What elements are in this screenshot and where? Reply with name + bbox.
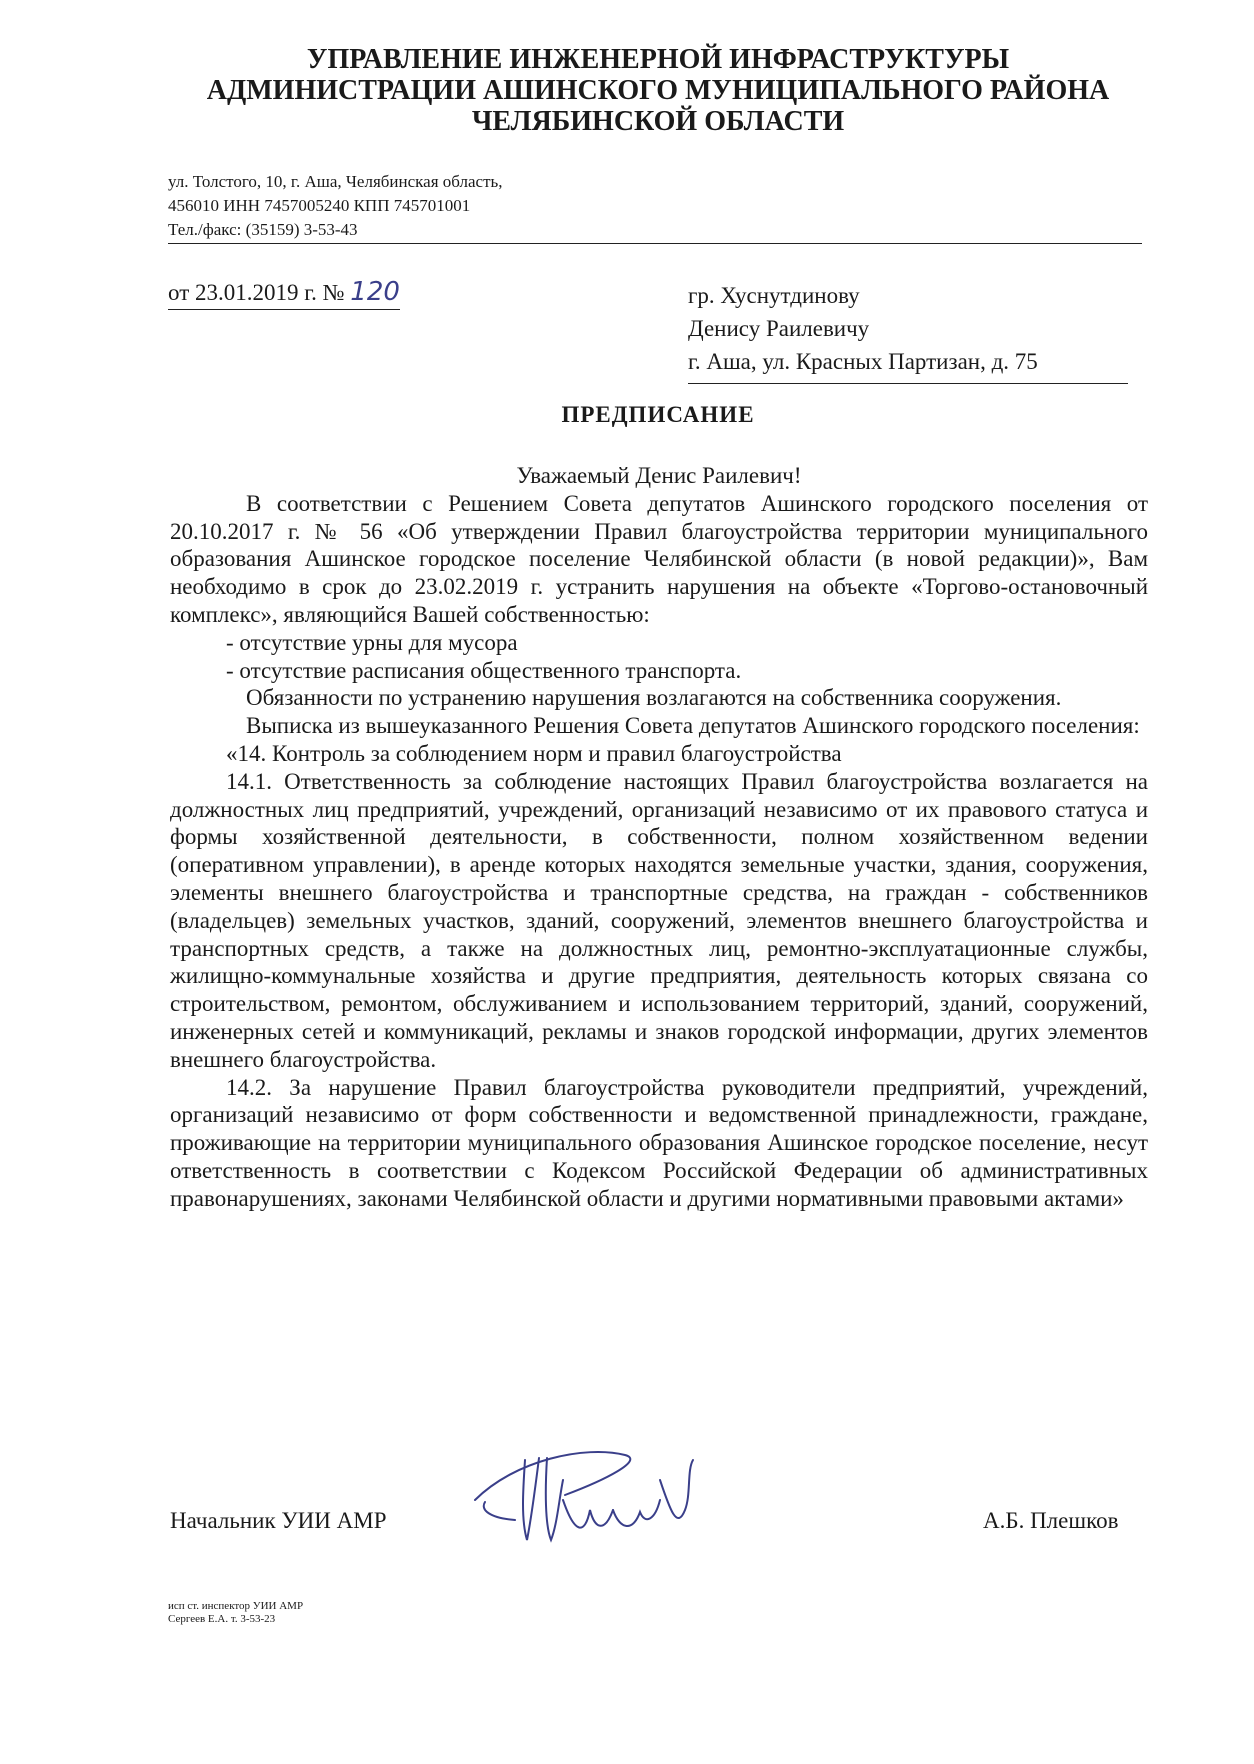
paragraph-14-2: 14.2. За нарушение Правил благоустройства руководители предприятий, учреждений, организаций независимо от форм собственности и ведомственной принадлежности, граждане, проживающие на территории муниципального образования Ашинское городское поселение, несут ответственность в соответствии с Кодексом Российской Федерации об административных правонарушениях, законами Челябинской области и другими нормативными правовыми актами» xyxy=(170,1074,1148,1211)
paragraph-main: В соответствии с Решением Совета депутатов Ашинского городского поселения от 20.10.2017 г. № 56 «Об утверждении Правил благоустройства территории муниципального образования Ашинское городское поселение Челябинской области (в новой редакции)», Вам необходимо в срок до 23.02.2019 г. устранить нарушения на объекте «Торгово-остановочный комплекс», являющийся Вашей собственностью: xyxy=(170,490,1148,627)
contact-phone: Тел./факс: (35159) 3-53-43 xyxy=(168,220,358,239)
document-title: ПРЕДПИСАНИЕ xyxy=(561,402,755,427)
header-line-1: УПРАВЛЕНИЕ ИНЖЕНЕРНОЙ ИНФРАСТРУКТУРЫ xyxy=(306,44,1010,75)
recipient-divider xyxy=(688,383,1128,384)
recipient-line-1: гр. Хуснутдинову xyxy=(688,283,860,308)
executor-note xyxy=(168,1600,303,1626)
document-date-number xyxy=(168,277,400,310)
header-line-3: ЧЕЛЯБИНСКОЙ ОБЛАСТИ xyxy=(471,106,845,137)
handwritten-signature xyxy=(455,1440,755,1550)
violation-item-2: - отсутствие расписания общественного транспорта. xyxy=(226,657,742,683)
header-divider xyxy=(168,243,1142,244)
contact-ids: 456010 ИНН 7457005240 КПП 745701001 xyxy=(168,196,471,215)
greeting: Уважаемый Денис Раилевич! xyxy=(516,463,802,488)
paragraph-14-1: 14.1. Ответственность за соблюдение настоящих Правил благоустройства возлагается на должностных лиц предприятий, учреждений, организаций независимо от их правового статуса и формы хозяйственной деятельности, в собственности, полном хозяйственном ведении (оперативном управлении), в аренде которых находятся земельные участки, здания, сооружения, элементы внешнего благоустройства и транспортные средства, на граждан - собственников (владельцев) земельных участков, зданий, сооружений, элементов внешнего благоустройства и транспортных средств, а также на должностных лиц, ремонтно-эксплуатационные службы, жилищно-коммунальные хозяйства и другие предприятия, деятельность которых связана со строительством, ремонтом, обслуживанием и использованием территорий, зданий, сооружений, инженерных сетей и коммуникаций, рекламы и знаков городской информации, других элементов внешнего благоустройства. xyxy=(170,768,1148,1072)
paragraph-section-14: «14. Контроль за соблюдением норм и правил благоустройства xyxy=(226,740,842,766)
document-date: от 23.01.2019 г. № xyxy=(168,280,345,305)
signatory-position: Начальник УИИ АМР xyxy=(170,1508,387,1533)
organization-contact xyxy=(168,170,503,242)
contact-address: ул. Толстого, 10, г. Аша, Челябинская область, xyxy=(168,172,503,191)
violation-item-1: - отсутствие урны для мусора xyxy=(226,629,518,655)
signatory-name: А.Б. Плешков xyxy=(983,1508,1119,1533)
paragraph-obligations: Обязанности по устранению нарушения возлагаются на собственника сооружения. xyxy=(246,685,1062,711)
executor-contact: Сергеев Е.А. т. 3-53-23 xyxy=(168,1613,276,1625)
document-number-handwritten: 120 xyxy=(350,277,400,307)
executor-position: исп ст. инспектор УИИ АМР xyxy=(168,1600,304,1612)
organization-header xyxy=(168,44,1148,137)
document-body xyxy=(170,462,1148,1213)
recipient-line-2: Денису Раилевичу xyxy=(688,316,870,341)
header-line-2: АДМИНИСТРАЦИИ АШИНСКОГО МУНИЦИПАЛЬНОГО РАЙОНА xyxy=(206,75,1110,106)
paragraph-excerpt-intro: Выписка из вышеуказанного Решения Совета депутатов Ашинского городского поселения: xyxy=(246,713,1140,739)
recipient-block xyxy=(688,279,1038,378)
recipient-address: г. Аша, ул. Красных Партизан, д. 75 xyxy=(688,349,1038,374)
